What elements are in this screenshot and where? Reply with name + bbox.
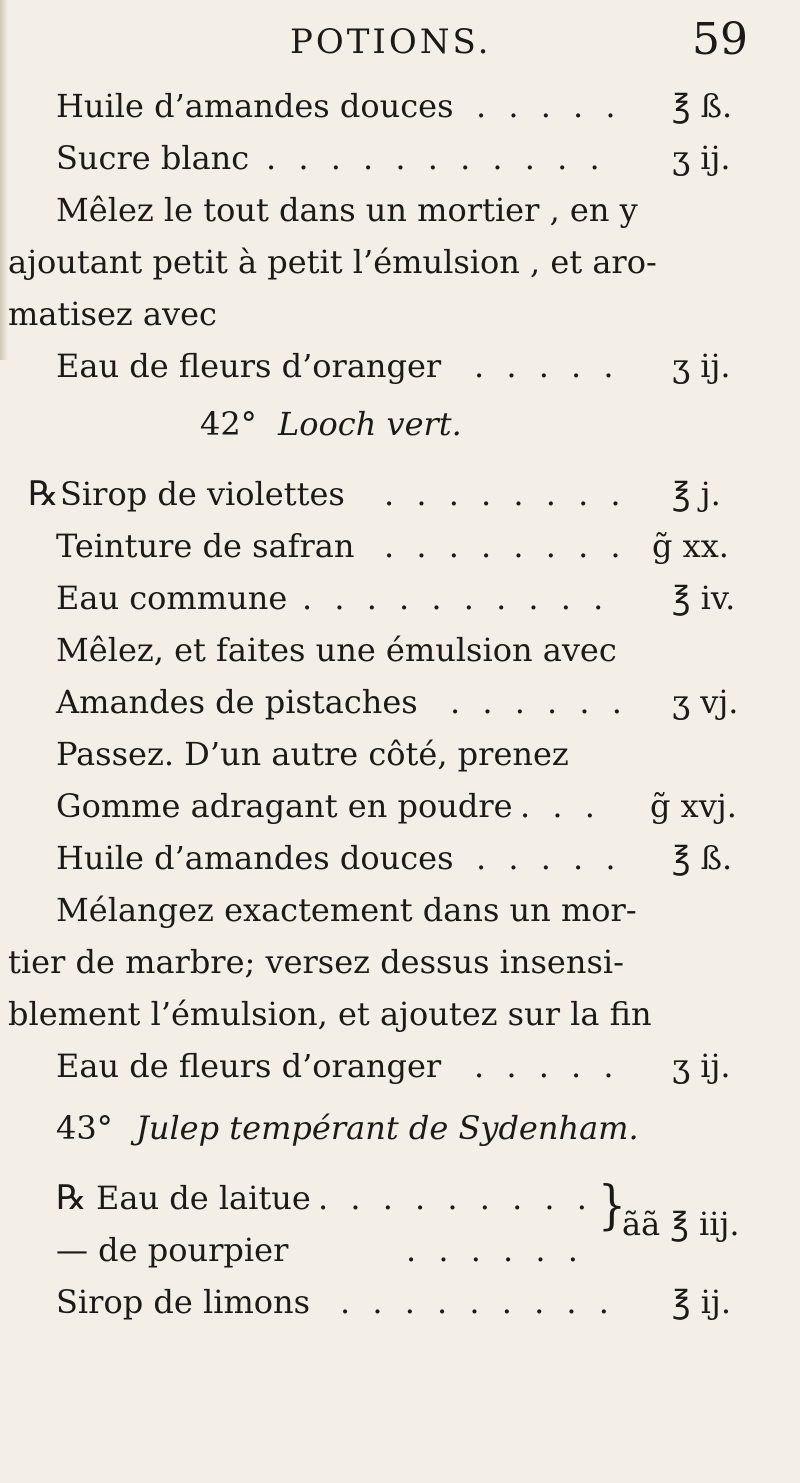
text-line: Mélangez exactement dans un mor- <box>56 891 637 929</box>
text-line: matisez avec <box>8 295 217 333</box>
ingredient-line: Sucre blanc . . . . . . . . . . . ʒ ij. <box>56 139 731 177</box>
ingredient-line: — de pourpier . . . . . . <box>56 1231 584 1269</box>
recipe-symbol: ℞ <box>28 474 59 514</box>
ingredient-line: ℞ Sirop de violettes . . . . . . . . ℥ j. <box>0 468 800 520</box>
running-header <box>0 14 800 70</box>
page-number: 59 <box>692 14 748 65</box>
ingredient-line: Eau commune . . . . . . . . . . ℥ iv. <box>56 579 736 617</box>
text-line: ajoutant petit à petit l’émulsion , et aro- <box>8 243 657 281</box>
text-line: blement l’émulsion, et ajoutez sur la fin <box>8 995 652 1033</box>
section-heading-julep: 43° Julep tempérant de Sydenham. <box>56 1109 639 1147</box>
text-line: tier de marbre; versez dessus insensi- <box>8 943 624 981</box>
running-title: POTIONS. <box>290 22 492 62</box>
text-line: Mêlez, et faites une émulsion avec <box>56 631 617 669</box>
text-line: Mêlez le tout dans un mortier , en y <box>56 191 638 229</box>
ingredient-line: Sirop de limons . . . . . . . . . ℥ ij. <box>56 1283 731 1321</box>
recipe-symbol: ℞ <box>56 1178 87 1218</box>
grouping-brace: } <box>598 1174 626 1236</box>
ingredient-line: Huile d’amandes douces . . . . . ℥ ß. <box>56 87 733 125</box>
ingredient-line: ℞ Eau de laitue . . . . . . . . . <box>0 1172 800 1224</box>
ingredient-line: Amandes de pistaches . . . . . . ʒ vj. <box>56 683 739 721</box>
ingredient-line: Eau de fleurs d’oranger . . . . . ʒ ij. <box>56 1047 731 1085</box>
ingredient-line: Teinture de safran . . . . . . . . g̃ xx. <box>56 527 729 565</box>
ingredient-line: Huile d’amandes douces . . . . . ℥ ß. <box>56 839 733 877</box>
ingredient-line: Eau de fleurs d’oranger . . . . . ʒ ij. <box>56 347 731 385</box>
combined-quantity: ãã ℥ iij. <box>622 1205 740 1243</box>
section-heading-looch-vert: 42° Looch vert. <box>200 405 462 443</box>
ingredient-line: Gomme adragant en poudre . . . g̃ xvj. <box>56 787 737 825</box>
text-line: Passez. D’un autre côté, prenez <box>56 735 569 773</box>
